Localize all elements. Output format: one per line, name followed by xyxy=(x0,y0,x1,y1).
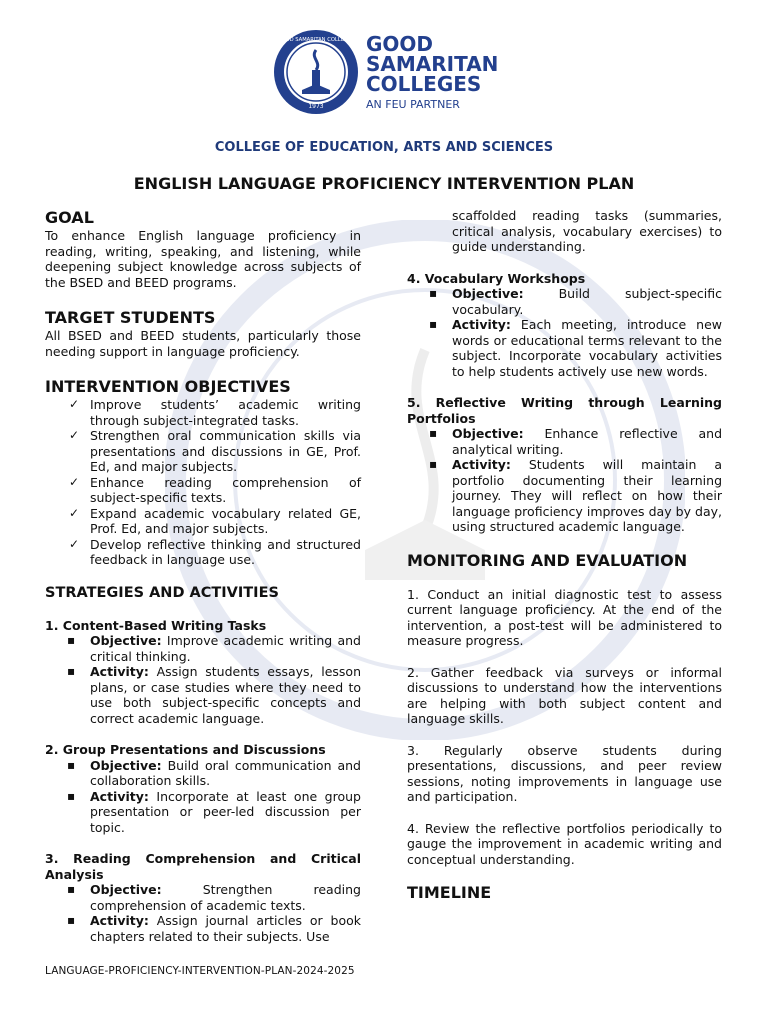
list-item xyxy=(407,286,722,317)
objective-label: Objective: xyxy=(90,882,162,897)
objective-text: Improve academic writing and critical thinking. xyxy=(90,633,361,664)
strategy-5-title: 5. Reflective Writing through Learning Portfolios xyxy=(407,395,722,426)
activity-label: Activity: xyxy=(452,317,511,332)
goal-heading: GOAL xyxy=(45,208,94,227)
objectives-list xyxy=(45,397,361,568)
list-item: ✓ Strengthen oral communication skills via presentations and discussions in GE, Prof. Ed, and major subjects. xyxy=(45,428,361,475)
strategy-1-title: 1. Content-Based Writing Tasks xyxy=(45,617,267,633)
objective-label: Objective: xyxy=(90,633,162,648)
strategy-5-list xyxy=(407,426,722,535)
document-title: ENGLISH LANGUAGE PROFICIENCY INTERVENTION PLAN xyxy=(133,174,635,193)
right-column xyxy=(407,208,722,903)
strategy-2-list xyxy=(45,758,361,836)
goal-text: To enhance English language proficiency in reading, writing, speaking, and listening, while deepening subject knowledge across subjects of the BSED and BEED programs. xyxy=(45,228,361,290)
list-item xyxy=(45,633,361,664)
activity-text: Assign students essays, lesson plans, or case studies where they need to use both subject-specific concepts and correct academic language. xyxy=(90,664,361,726)
activity-label: Activity: xyxy=(452,457,511,472)
activity-text: Incorporate at least one group presentation or peer-led discussion per topic. xyxy=(90,788,361,835)
objectives-heading: INTERVENTION OBJECTIVES xyxy=(45,377,291,396)
objective-text: Strengthen reading comprehension of academic texts. xyxy=(90,882,361,913)
list-item xyxy=(45,913,361,944)
monitoring-item-2: 2. Gather feedback via surveys or informal discussions to understand how the interventions are helping with both subject content and language skills. xyxy=(407,664,722,726)
college-name: COLLEGE OF EDUCATION, ARTS AND SCIENCES xyxy=(214,140,554,155)
list-item: ✓ Develop reflective thinking and structured feedback in language use. xyxy=(45,537,361,568)
strategies-heading: STRATEGIES AND ACTIVITIES xyxy=(45,584,279,601)
activity-text: Assign journal articles or book chapters related to their subjects. Use xyxy=(90,913,361,944)
brand-line-1: GOOD xyxy=(366,32,434,56)
list-item xyxy=(45,882,361,913)
brand-wordmark xyxy=(366,34,498,112)
objective-label: Objective: xyxy=(452,426,524,441)
list-item: ✓ Improve students’ academic writing through subject-integrated tasks. xyxy=(45,397,361,428)
strategy-4-title: 4. Vocabulary Workshops xyxy=(407,270,586,286)
brand-line-3: COLLEGES xyxy=(366,72,482,96)
strategy-3-activity-continued: scaffolded reading tasks (summaries, critical analysis, vocabulary exercises) to guide understanding. xyxy=(452,208,722,254)
list-item xyxy=(45,664,361,726)
document-footer: LANGUAGE-PROFICIENCY-INTERVENTION-PLAN-2024-2025 xyxy=(45,965,355,977)
list-item xyxy=(45,789,361,836)
list-item xyxy=(407,426,722,457)
brand-line-2: SAMARITAN xyxy=(366,52,499,76)
strategy-1-list xyxy=(45,633,361,726)
activity-label: Activity: xyxy=(90,664,149,679)
objective-text: Enhance reflective and analytical writing. xyxy=(452,426,722,457)
letterhead xyxy=(0,22,768,122)
strategy-3-list xyxy=(45,882,361,944)
target-heading: TARGET STUDENTS xyxy=(45,308,216,327)
target-text: All BSED and BEED students, particularly those needing support in language proficiency. xyxy=(45,328,361,359)
left-column xyxy=(45,208,361,944)
activity-label: Activity: xyxy=(90,913,149,928)
list-item xyxy=(407,317,722,379)
monitoring-item-1: 1. Conduct an initial diagnostic test to assess current language proficiency. At the end of the intervention, a post-test will be administered to measure progress. xyxy=(407,586,722,648)
list-item xyxy=(45,758,361,789)
objective-text: Build subject-specific vocabulary. xyxy=(452,286,722,317)
objective-label: Objective: xyxy=(90,757,162,773)
activity-text: Students will maintain a portfolio documenting their learning journey. They will reflect on how their language proficiency improves day by day, using structured academic language. xyxy=(452,457,722,534)
strategy-2-title: 2. Group Presentations and Discussions xyxy=(45,742,326,757)
list-item xyxy=(407,457,722,535)
brand-tagline: AN FEU PARTNER xyxy=(366,98,460,111)
timeline-heading: TIMELINE xyxy=(407,883,492,902)
activity-label: Activity: xyxy=(90,788,149,804)
list-item: ✓ Expand academic vocabulary related GE, Prof. Ed, and major subjects. xyxy=(45,506,361,537)
strategy-3-title: 3. Reading Comprehension and Critical Analysis xyxy=(45,851,361,882)
monitoring-item-3: 3. Regularly observe students during presentations, discussions, and peer review sessions, noting improvements in language use and participation. xyxy=(407,742,722,804)
seal-ring-text: GOOD SAMARITAN COLLEGES xyxy=(277,37,355,43)
list-item: ✓ Enhance reading comprehension of subject-specific texts. xyxy=(45,475,361,506)
monitoring-heading: MONITORING AND EVALUATION xyxy=(407,550,688,570)
objective-label: Objective: xyxy=(452,286,524,301)
college-seal-icon xyxy=(272,28,360,116)
monitoring-item-4: 4. Review the reflective portfolios periodically to gauge the improvement in academic writing and conceptual understanding. xyxy=(407,820,722,867)
objective-text: Build oral communication and collaboration skills. xyxy=(90,757,361,788)
strategy-4-list xyxy=(407,286,722,379)
seal-year: 1973 xyxy=(308,103,324,110)
activity-text: Each meeting, introduce new words or educational terms relevant to the subject. Incorporate vocabulary activities to help students actively use new words. xyxy=(452,317,722,379)
